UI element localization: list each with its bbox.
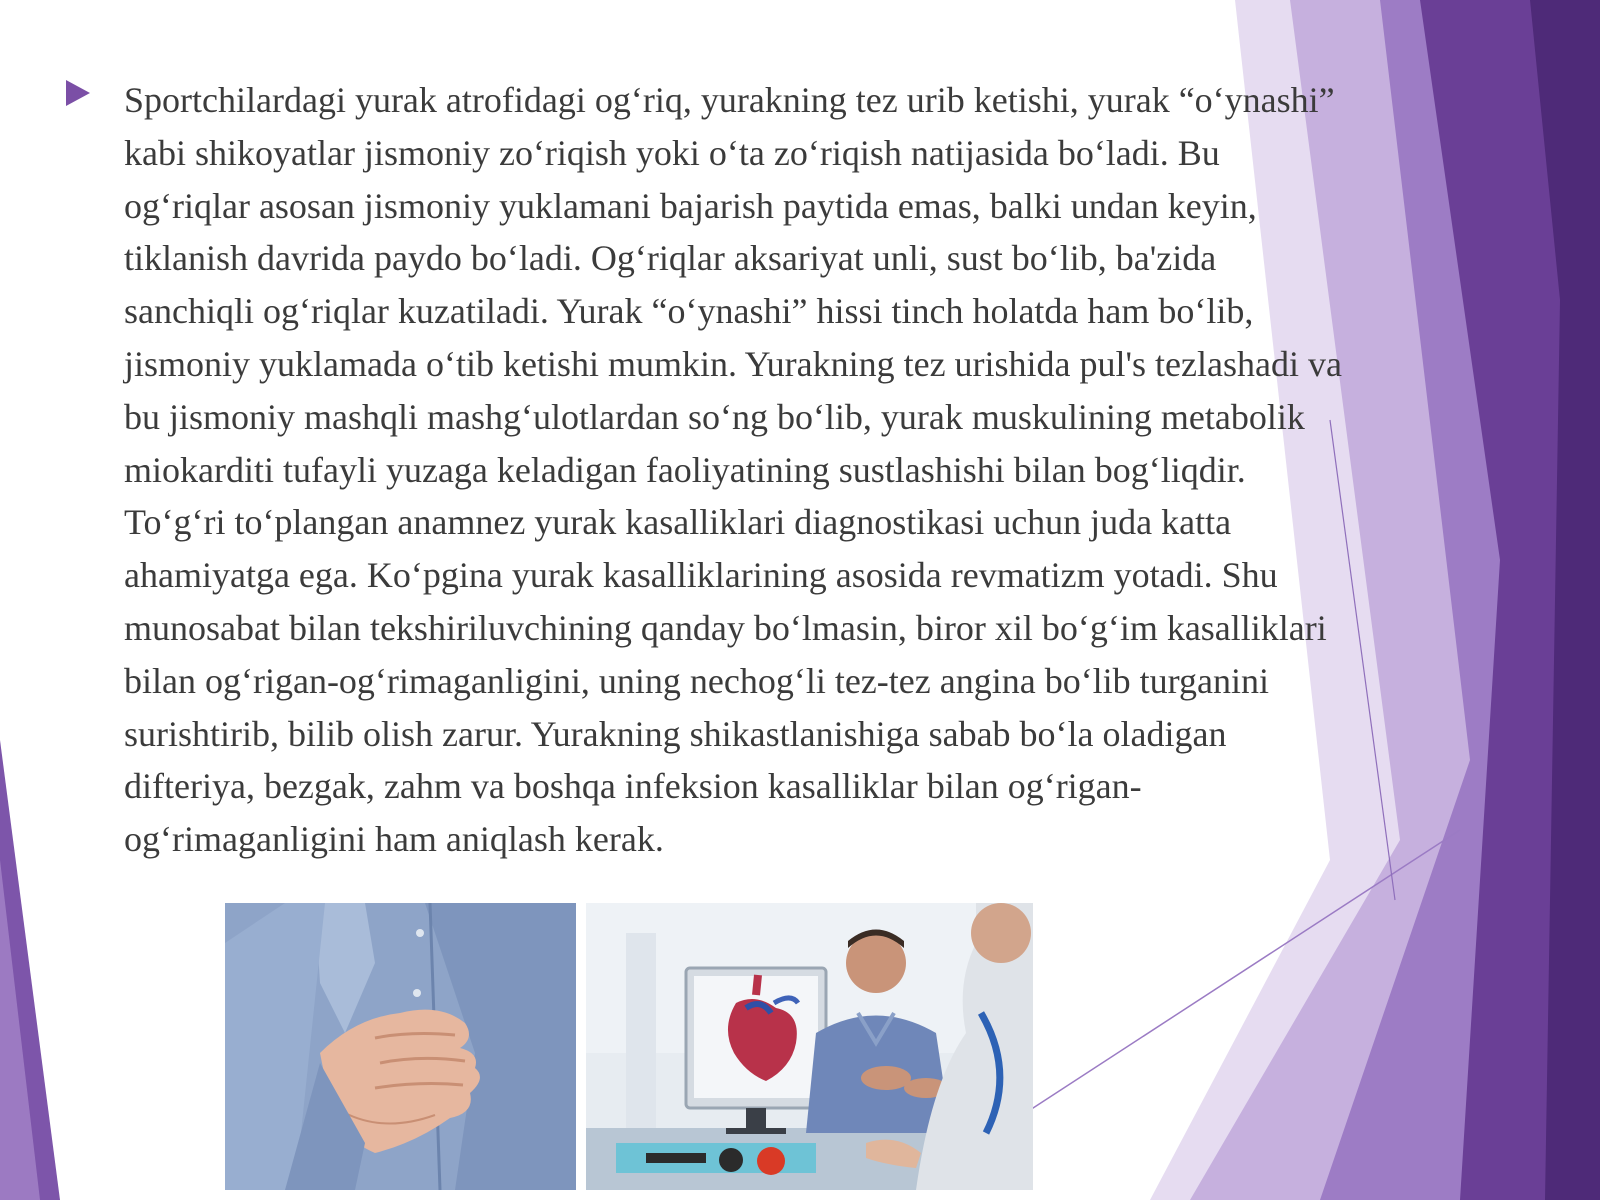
text-line: sanchiqli ogʻriqlar kuzatiladi. Yurak “oʻynashi” hissi tinch holatda ham boʻlib, [124,291,1254,332]
text-line: bilan ogʻrigan-ogʻrimaganligini, uning nechogʻli tez-tez angina boʻlib turganini [124,660,1270,701]
text-line: bu jismoniy mashqli mashgʻulotlardan soʻng boʻlib, yurak muskulining metabolik [124,396,1305,437]
text-line: jismoniy yuklamada oʻtib ketishi mumkin. Yurakning tez urishida pul's tezlashadi va [124,343,1342,384]
text-line: Sportchilardagi yurak atrofidagi ogʻriq, yurakning tez urib ketishi, yurak “oʻynashi” [124,80,1335,120]
text-line: ahamiyatga ega. Koʻpgina yurak kasalliklarining asosida revmatizm yotadi. Shu [124,555,1278,596]
text-line: miokarditi tufayli yuzaga keladigan faoliyatining sustlashishi bilan bogʻliqdir. [124,449,1246,490]
bullet-triangle-icon [66,80,90,106]
doctor-consultation-photo [586,903,1033,1190]
text-line: Toʻgʻri toʻplangan anamnez yurak kasalliklari diagnostikasi uchun juda katta [124,502,1232,543]
text-line: ogʻriqlar asosan jismoniy yuklamani bajarish paytida emas, balki undan keyin, [124,185,1257,226]
chest-pain-photo [225,903,576,1190]
text-line: surishtirib, bilib olish zarur. Yurakning shikastlanishiga sabab boʻla oladigan [124,713,1227,754]
text-line: difteriya, bezgak, zahm va boshqa infeksion kasalliklar bilan ogʻrigan- [124,766,1142,807]
text-line: kabi shikoyatlar jismoniy zoʻriqish yoki oʻta zoʻriqish natijasida boʻladi. Bu [124,132,1220,173]
text-line: tiklanish davrida paydo boʻladi. Ogʻriqlar aksariyat unli, sust boʻlib, ba'zida [124,238,1217,279]
text-line: munosabat bilan tekshiriluvchining qanday boʻlmasin, biror xil boʻgʻim kasalliklari [124,607,1327,648]
text-line: ogʻrimaganligini ham aniqlash kerak. [124,819,664,860]
body-paragraph [124,74,1564,866]
